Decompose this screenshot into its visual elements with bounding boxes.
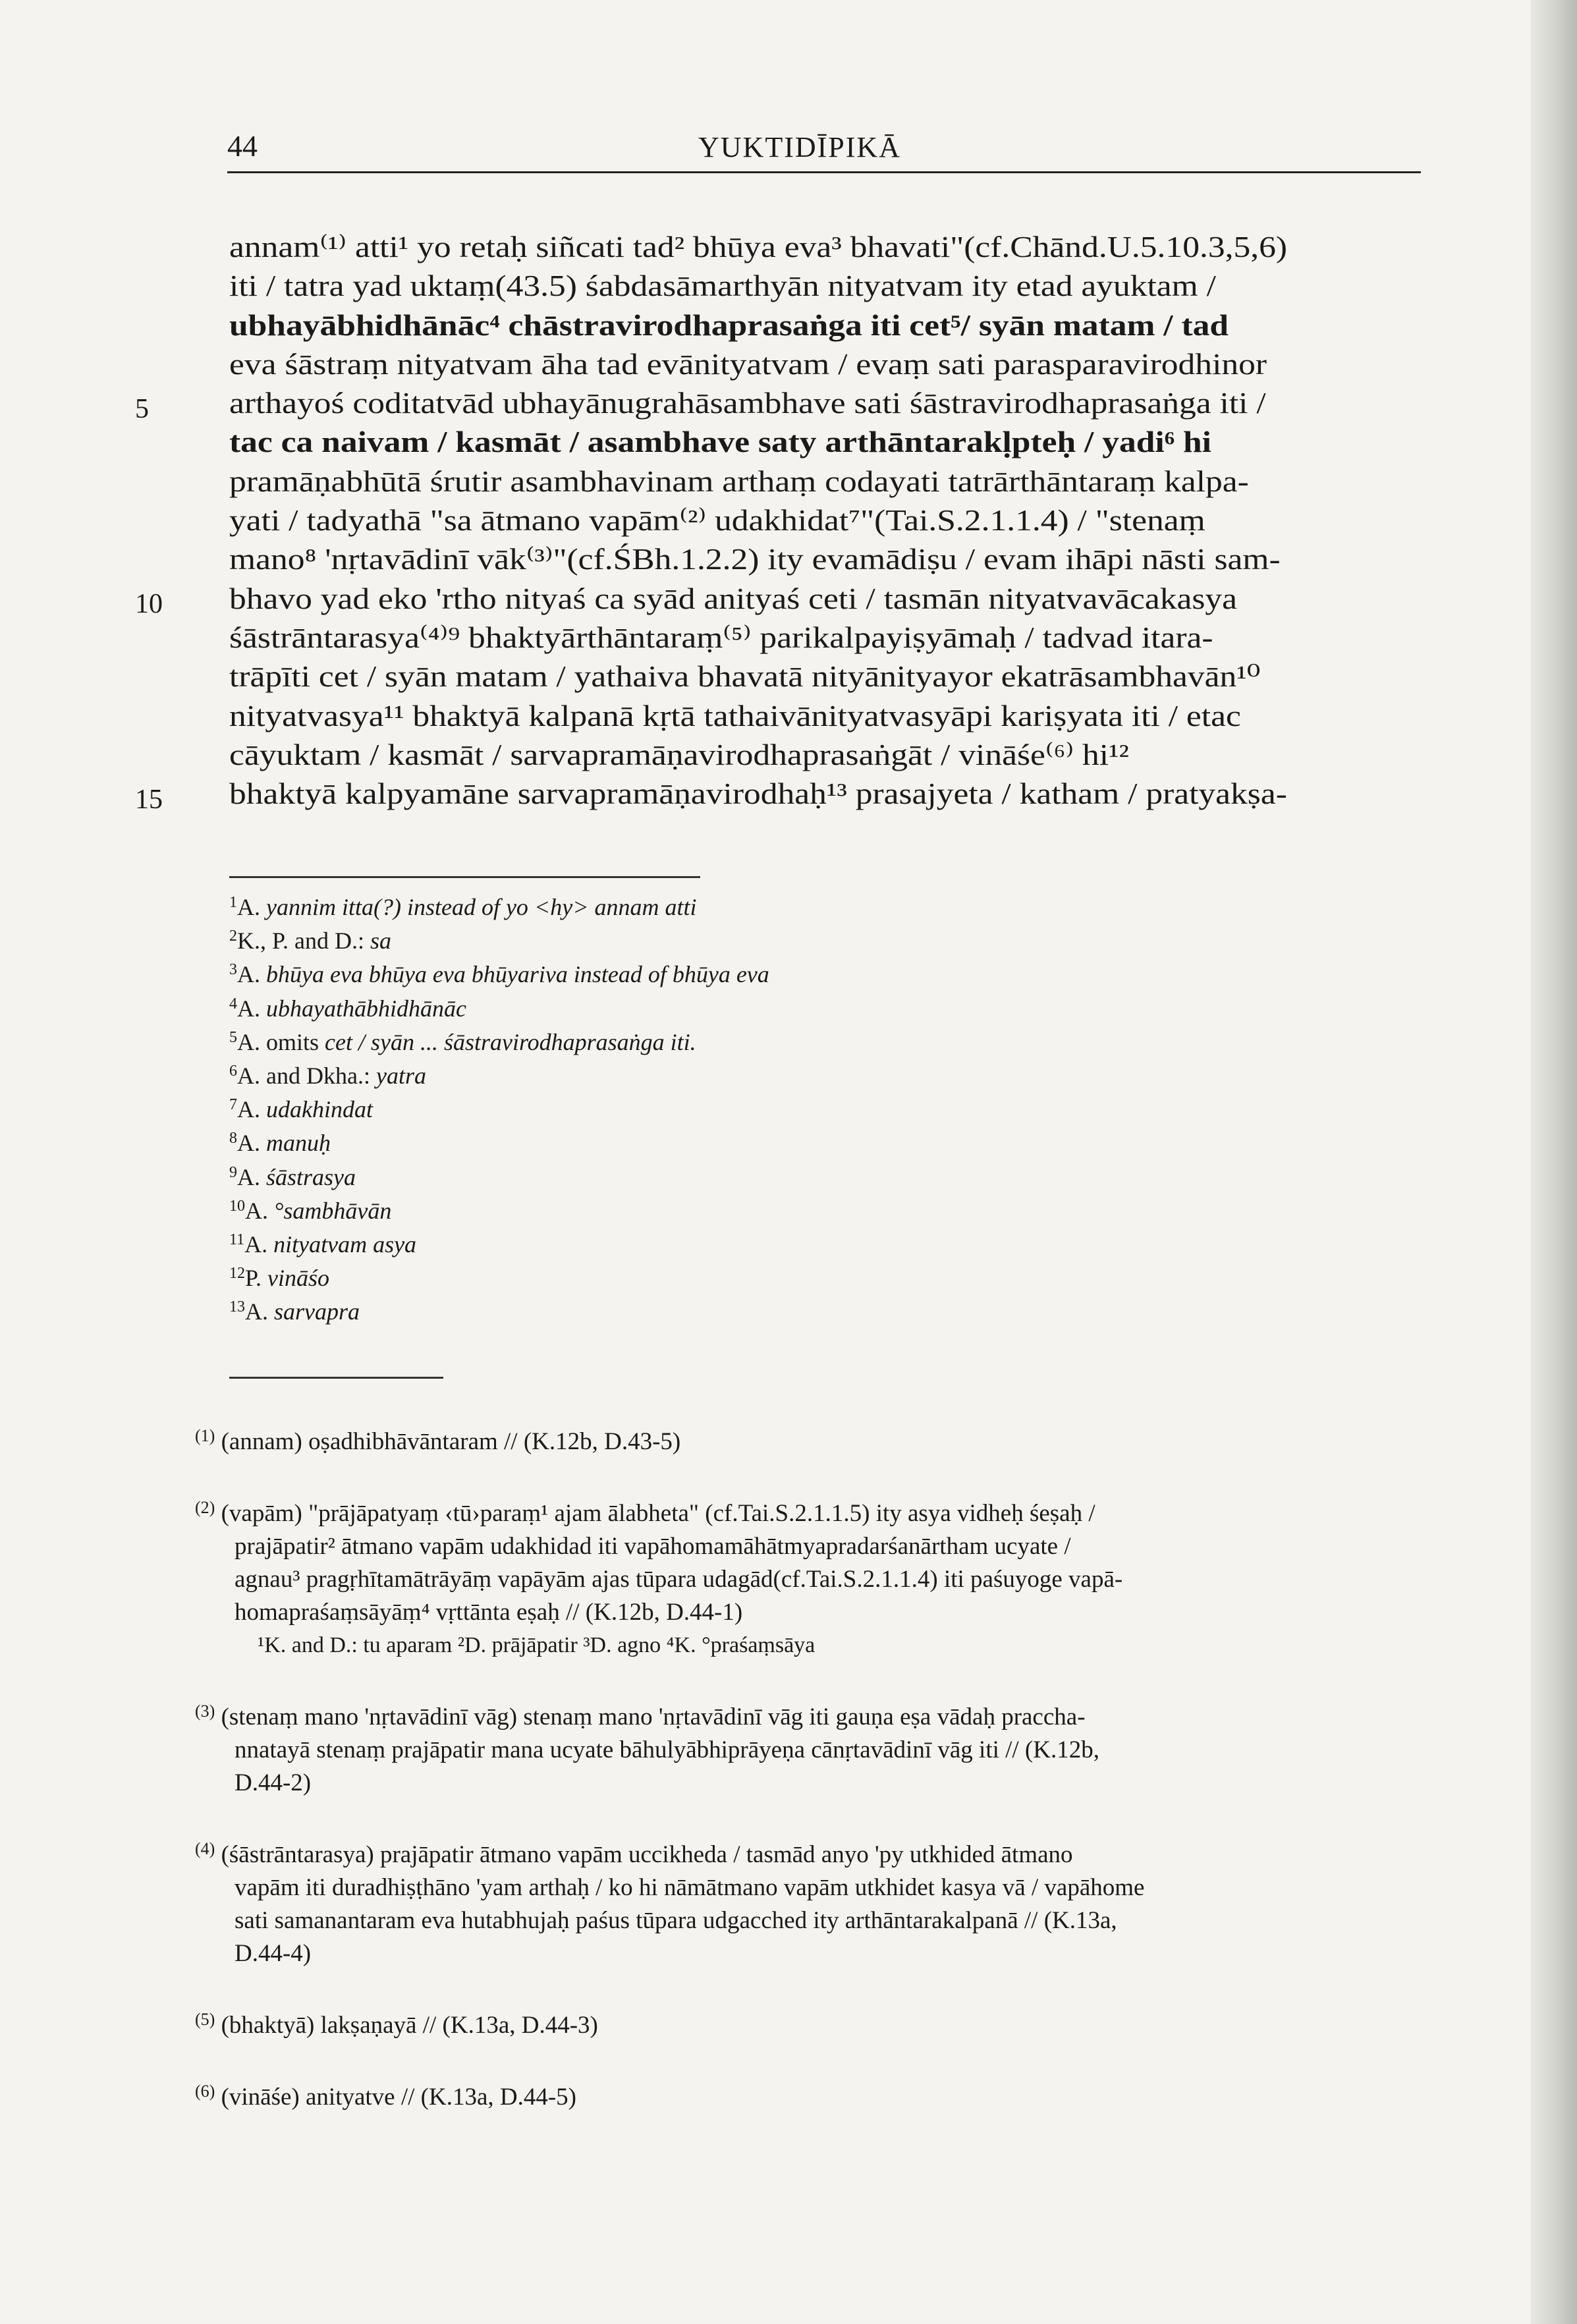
footnote-rule — [229, 876, 700, 878]
line-number-5: 5 — [135, 394, 149, 424]
notes-rule — [229, 1377, 443, 1379]
footnote-item: $^1$A. yannim itta(?) instead of yo <hy> annam atti — [229, 894, 697, 920]
note-6: $^{(6)}$ (vināśe) anityatve // (K.13a, D.44-5) — [195, 2082, 576, 2111]
main-line: śāstrāntarasya⁽⁴⁾⁹ bhaktyārthāntaraṃ⁽⁵⁾ parikalpayiṣyāmaḥ / tadvad itara- — [229, 620, 1213, 654]
main-line: nityatvasya¹¹ bhaktyā kalpanā kṛtā tathaivānityatvasyāpi kariṣyata iti / etac — [229, 698, 1241, 733]
running-title: YUKTIDĪPIKĀ — [698, 131, 901, 163]
main-text — [229, 227, 1423, 813]
main-line: arthayoś coditatvād ubhayānugrahāsambhave sati śāstravirodhaprasaṅga iti / — [229, 386, 1266, 420]
main-line: bhavo yad eko 'rtho nityaś ca syād anityaś ceti / tasmān nityatvavācakasya — [229, 581, 1238, 615]
footnote-item: $^{11}$A. nityatvam asya — [229, 1231, 417, 1258]
header-rule — [227, 171, 1421, 173]
note-1: $^{(1)}$ (annam) oṣadhibhāvāntaram // (K.12b, D.43-5) — [195, 1426, 681, 1455]
footnote-item: $^5$A. omits cet / syān ... śāstravirodhaprasaṅga iti. — [229, 1028, 696, 1055]
note-3: $^{(3)}$ (stenaṃ mano 'nṛtavādinī vāg) stenaṃ mano 'nṛtavādinī vāg iti gauṇa eṣa vādaḥ praccha- nnatayā stenaṃ prajāpatir mana ucyate bāhulyābhiprāyeṇa cānṛtavādinī vāg iti // (K.12b, D.44-2) — [195, 1702, 1099, 1796]
main-line: eva śāstraṃ nityatvam āha tad evānityatvam / evaṃ sati parasparavirodhinor — [229, 346, 1267, 381]
main-line: annam⁽¹⁾ atti¹ yo retaḥ siñcati tad² bhūya eva³ bhavati"(cf.Chānd.U.5.10.3,5,6) — [229, 230, 1288, 263]
note-2: $^{(2)}$ (vapām) "prājāpatyaṃ ‹tū›paraṃ¹ ajam ālabheta" (cf.Tai.S.2.1.1.5) ity asya vidheḥ śeṣaḥ / prajāpatir² ātmano vapām udakhidad iti vapāhomamāhātmyapradarśanārtham ucyate / agnau³ pragṛhītamātrāyāṃ vapāyām ajas tūpara udagād(cf.Tai.S.2.1.1.4) iti paśuyoge vapā- homapraśaṃsāyāṃ⁴ vṛttānta eṣaḥ // (K.12b, D.44-1) ¹K. and D.: tu aparam ²D. prājāpatir ³D. agno ⁴K. °praśaṃsāya — [195, 1498, 1123, 1657]
main-line: tac ca naivam / kasmāt / asambhave saty arthāntarakḷpteḥ / yadi⁶ hi — [229, 425, 1211, 459]
main-line: bhaktyā kalpyamāne sarvapramāṇavirodhaḥ¹³ prasajyeta / katham / pratyakṣa- — [229, 777, 1287, 811]
footnote-item: $^{10}$A. °sambhāvān — [229, 1197, 392, 1224]
main-line: ubhayābhidhānāc⁴ chāstravirodhaprasaṅga iti cet⁵/ syān matam / tad — [229, 308, 1229, 342]
main-line: pramāṇabhūtā śrutir asambhavinam arthaṃ codayati tatrārthāntaraṃ kalpa- — [229, 464, 1249, 498]
main-line: mano⁸ 'nṛtavādinī vāk⁽³⁾"(cf.ŚBh.1.2.2) ity evamādiṣu / evam ihāpi nāsti sam- — [229, 542, 1281, 576]
main-line: yati / tadyathā "sa ātmano vapām⁽²⁾ udakhidat⁷"(Tai.S.2.1.1.4) / "stenaṃ — [229, 503, 1205, 538]
footnote-item: $^6$A. and Dkha.: yatra — [229, 1062, 426, 1089]
page-edge-shadow — [1531, 0, 1577, 2324]
footnote-item: $^{12}$P. vināśo — [229, 1265, 330, 1292]
footnote-item: $^9$A. śāstrasya — [229, 1163, 356, 1190]
footnote-item: $^4$A. ubhayathābhidhānāc — [229, 995, 466, 1022]
footnote-item: $^3$A. bhūya eva bhūya eva bhūyariva instead of bhūya eva — [229, 961, 769, 988]
apparatus-footnotes — [229, 886, 1151, 1324]
main-line: cāyuktam / kasmāt / sarvapramāṇavirodhaprasaṅgāt / vināśe⁽⁶⁾ hi¹² — [229, 737, 1129, 771]
note-5: $^{(5)}$ (bhaktyā) lakṣaṇayā // (K.13a, D.44-3) — [195, 2010, 598, 2039]
footnote-item: $^2$K., P. and D.: sa — [229, 927, 392, 954]
line-number-15: 15 — [135, 785, 163, 815]
line-number-10: 10 — [135, 589, 163, 619]
note-4: $^{(4)}$ (śāstrāntarasya) prajāpatir ātmano vapām uccikheda / tasmād anyo 'py utkhided ātmano vapām iti duradhiṣṭhāno 'yam arthaḥ / ko hi nāmātmano vapām utkhidet kasya vā / vapāhome sati samanantaram eva hutabhujaḥ paśus tūpara udgacched ity arthāntarakalpanā // (K.13a, D.44-4) — [195, 1839, 1145, 1967]
page-number: 44 — [227, 129, 258, 163]
main-line: trāpīti cet / syān matam / yathaiva bhavatā nityānityayor ekatrāsambhavān¹⁰ — [229, 659, 1261, 694]
main-line: iti / tatra yad uktaṃ(43.5) śabdasāmarthyān nityatvam ity etad ayuktam / — [229, 269, 1216, 303]
footnote-item: $^{13}$A. sarvapra — [229, 1298, 360, 1325]
commentary-notes — [195, 1420, 1433, 2147]
footnote-item: $^8$A. manuḥ — [229, 1130, 331, 1157]
footnote-item: $^7$A. udakhindat — [229, 1096, 373, 1123]
